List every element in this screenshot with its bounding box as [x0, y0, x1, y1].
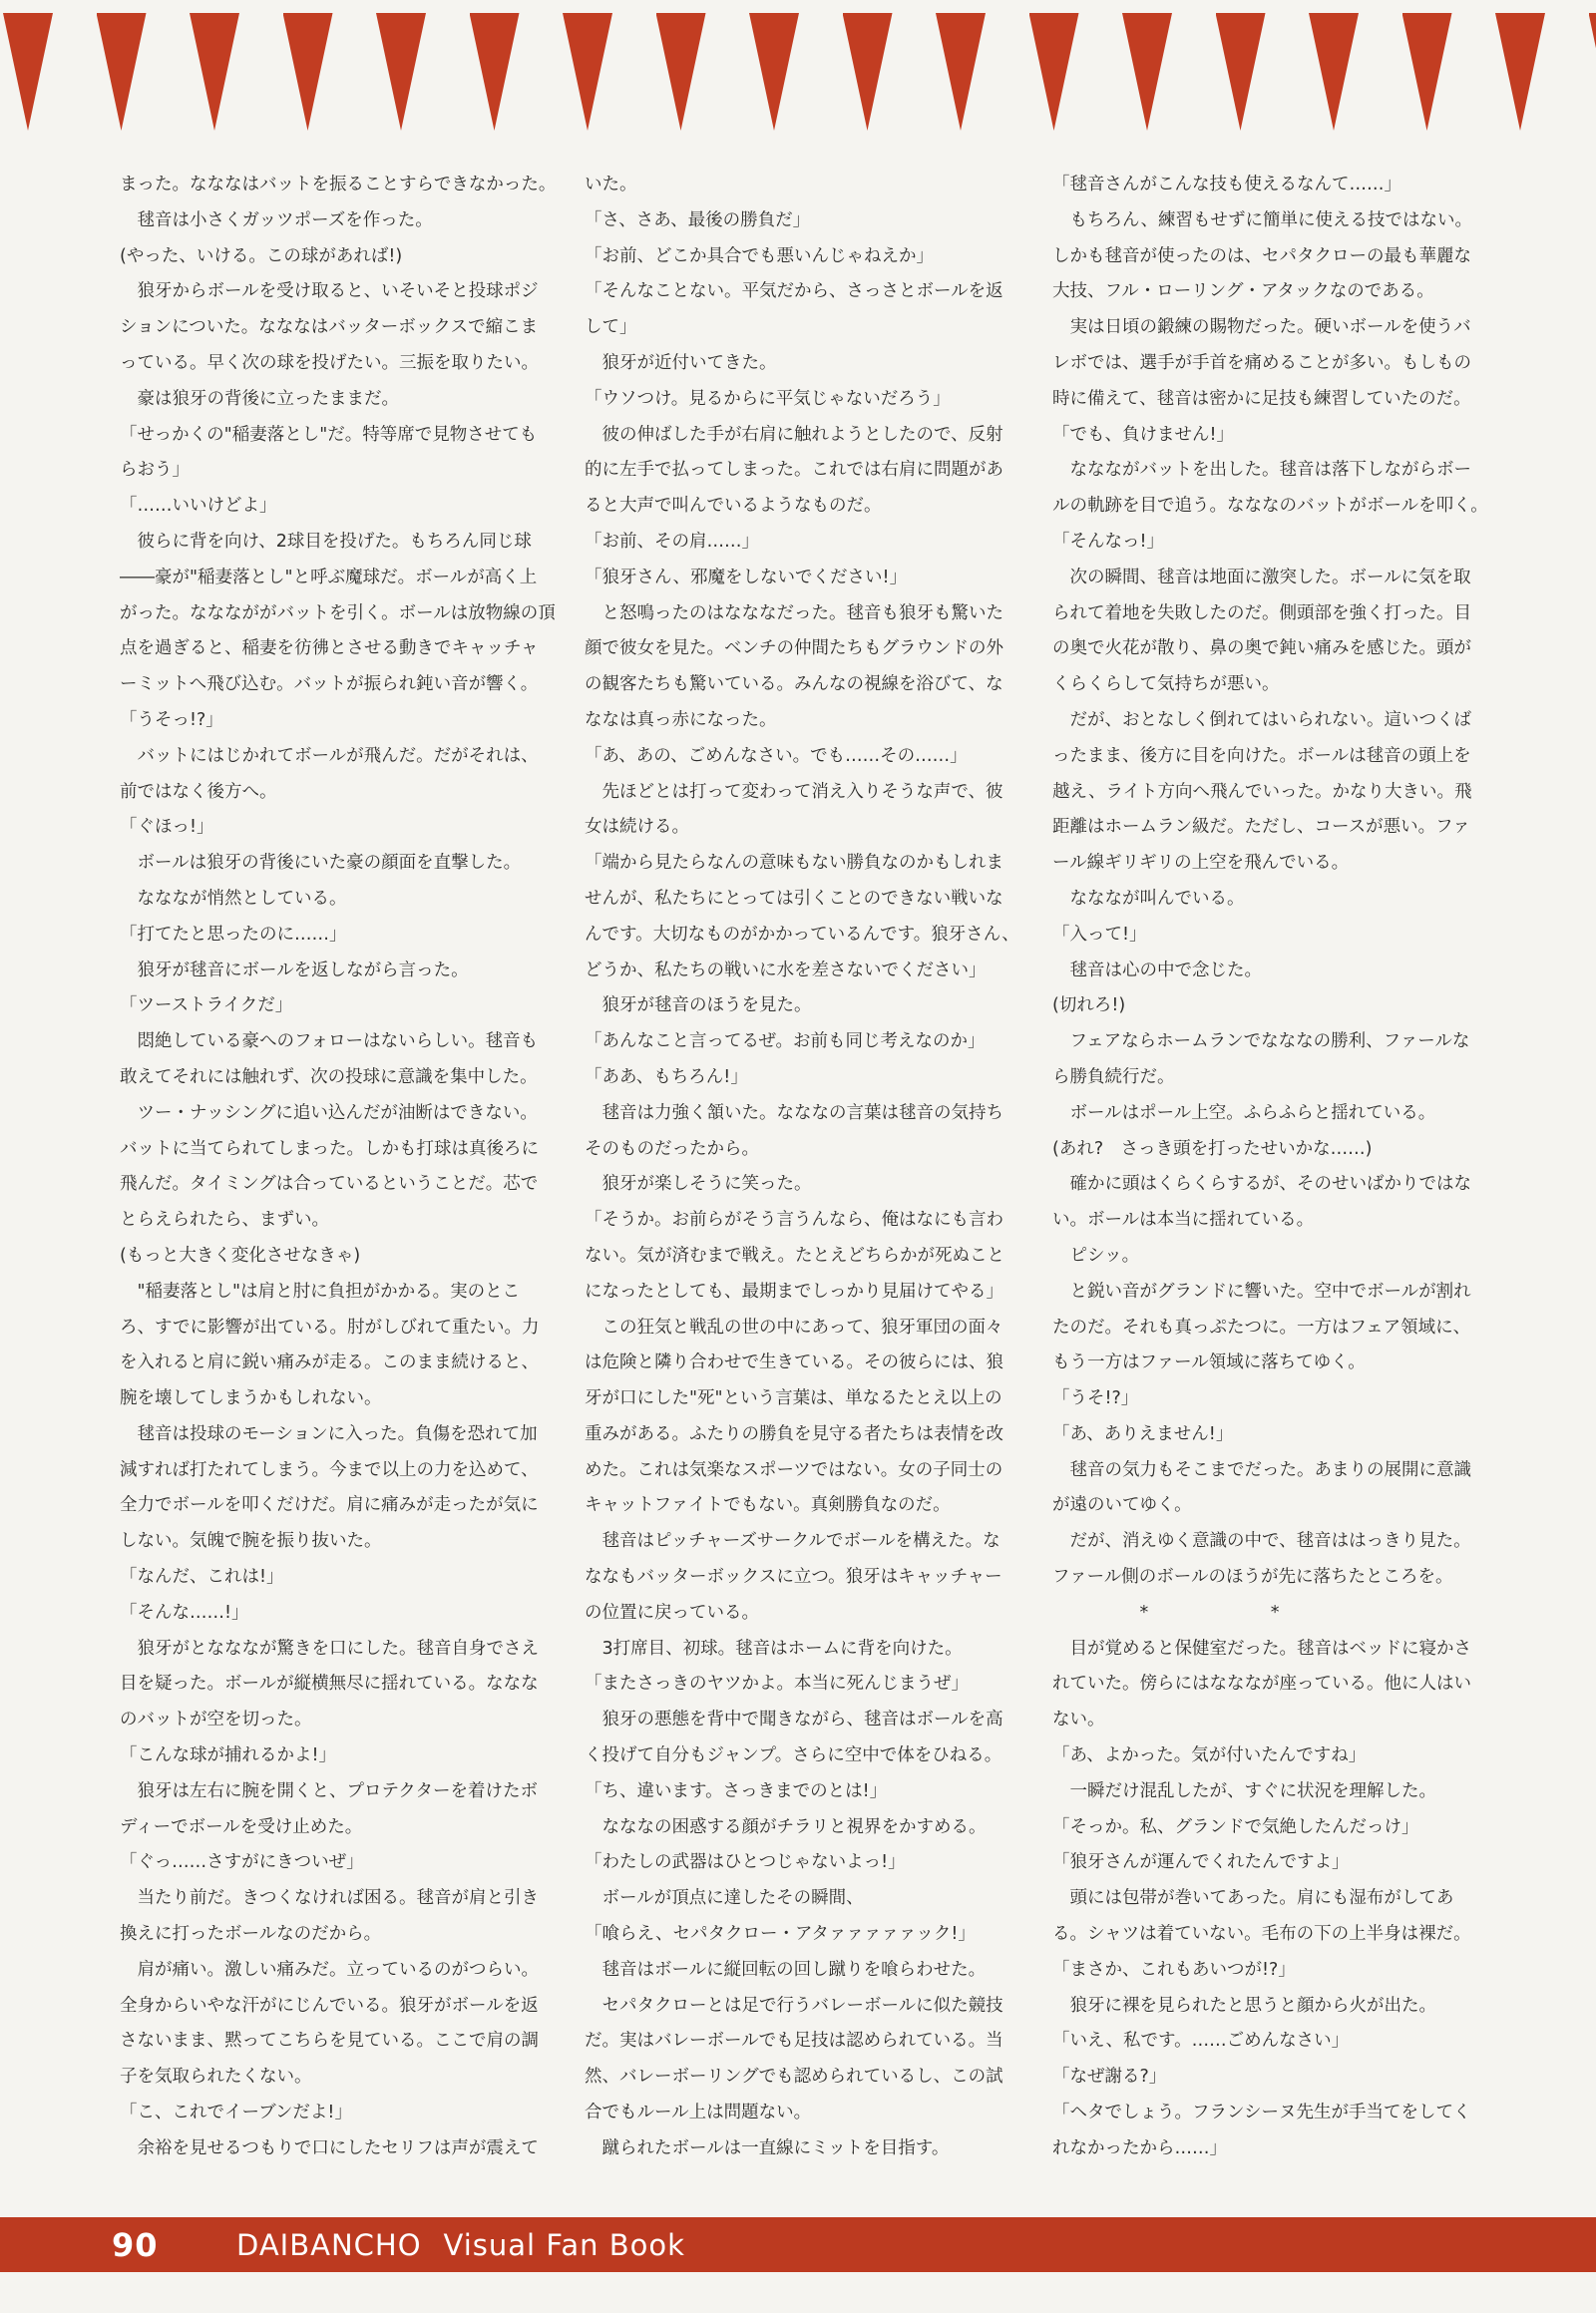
pennant-icon [1216, 13, 1266, 131]
text-line: バットにはじかれてボールが飛んだ。だがそれは、 [120, 745, 539, 766]
text-line: この狂気と戦乱の世の中にあって、狼牙軍団の面々 [585, 1317, 1003, 1338]
text-line: 「毬音さんがこんな技も使えるなんて……」 [1052, 175, 1401, 194]
text-line: 点を過ぎると、稲妻を彷彿とさせる動きでキャッチャ [120, 638, 539, 659]
text-line: 毬音はピッチャーズサークルでボールを構えた。な [585, 1531, 1000, 1552]
text-line: 次の瞬間、毬音は地面に激突した。ボールに気を取 [1052, 567, 1471, 587]
pennant-icon [376, 13, 426, 131]
text-line: 全力でボールを叩くだけだ。肩に痛みが走ったが気に [120, 1495, 539, 1516]
text-line: 換えに打ったボールなのだから。 [120, 1924, 382, 1945]
text-line: る。シャツは着ていない。毛布の下の上半身は裸だ。 [1052, 1924, 1471, 1945]
text-line: 「わたしの武器はひとつじゃないよっ!」 [585, 1852, 906, 1873]
text-line: は危険と隣り合わせで生きている。その彼らには、狼 [585, 1352, 1003, 1373]
text-line: たのだ。それも真っぷたつに。一方はフェア領域に、 [1052, 1317, 1471, 1338]
text-line: 顔で彼女を見た。ベンチの仲間たちもグラウンドの外 [585, 638, 1003, 659]
text-line: セパタクローとは足で行うバレーボールに似た競技 [585, 1995, 1003, 2016]
pennant-icon [470, 13, 520, 131]
text-line: 「ち、違います。さっきまでのとは!」 [585, 1780, 888, 1801]
text-line: (もっと大きく変化させなきゃ) [120, 1245, 361, 1266]
text-line: 子を気取られたくない。 [120, 2067, 312, 2088]
text-line: 肩が痛い。激しい痛みだ。立っているのがつらい。 [120, 1959, 539, 1980]
text-line: 「お前、どこか具合でも悪いんじゃねえか」 [585, 245, 934, 266]
text-line: 先ほどとは打って変わって消え入りそうな声で、彼 [585, 781, 1003, 802]
text-line: なななが叫んでいる。 [1052, 888, 1245, 909]
text-line: 「せっかくの"稲妻落とし"だ。特等席で見物させても [120, 424, 538, 445]
page-number: 90 [112, 2225, 159, 2264]
text-line: ったまま、後方に目を向けた。ボールは毬音の頭上を [1052, 745, 1471, 766]
text-line: になったとしても、最期までしっかり見届けてやる」 [585, 1281, 1003, 1302]
text-line: 「入って!」 [1052, 924, 1147, 945]
text-line: 「ぐっ……さすがにきついぜ」 [120, 1852, 364, 1873]
text-line: 「喰らえ、セパタクロー・アタァァァァァック!」 [585, 1924, 976, 1945]
text-column-1 [120, 168, 565, 2182]
text-line: 狼牙がとなななが驚きを口にした。毬音自身でさえ [120, 1638, 539, 1659]
text-line: めた。これは気楽なスポーツではない。女の子同士の [585, 1459, 1003, 1480]
pennant-icon [843, 13, 893, 131]
text-line: 毬音はボールに縦回転の回し蹴りを喰らわせた。 [585, 1959, 987, 1980]
text-line: まった。なななはバットを振ることすらできなかった。 [120, 175, 557, 194]
text-line: もう一方はファール領域に落ちてゆく。 [1052, 1352, 1366, 1373]
text-line: 然、バレーボーリングでも認められているし、この試 [585, 2067, 1003, 2088]
pennant-icon [1402, 13, 1452, 131]
text-line: バットに当てられてしまった。しかも打球は真後ろに [120, 1138, 539, 1159]
text-line: 「ああ、もちろん!」 [585, 1066, 748, 1087]
text-line: (あれ? さっき頭を打ったせいかな……) [1052, 1138, 1373, 1159]
text-line: 敢えてそれには触れず、次の投球に意識を集中した。 [120, 1066, 538, 1087]
text-line: 彼らに背を向け、2球目を投げた。もちろん同じ球 [120, 531, 532, 552]
text-line: 牙が口にした"死"という言葉は、単なるたとえ以上の [585, 1388, 1002, 1409]
text-line: 「あ、よかった。気が付いたんですね」 [1052, 1745, 1367, 1766]
text-line: がった。なななががバットを引く。ボールは放物線の頂 [120, 602, 556, 623]
text-line: 的に左手で払ってしまった。これでは右肩に問題があ [585, 460, 1003, 481]
text-line: もちろん、練習もせずに簡単に使える技ではない。 [1052, 209, 1473, 230]
text-line: だが、消えゆく意識の中で、毬音ははっきり見た。 [1052, 1531, 1471, 1552]
text-line: のバットが空を切った。 [120, 1710, 312, 1731]
text-line: 一瞬だけ混乱したが、すぐに状況を理解した。 [1052, 1780, 1436, 1801]
text-line: 「ウソつけ。見るからに平気じゃないだろう」 [585, 388, 951, 409]
text-line: 女は続ける。 [585, 817, 689, 838]
text-line: しない。気魄で腕を振り抜いた。 [120, 1531, 382, 1552]
text-line: 時に備えて、毬音は密かに足技も練習していたのだ。 [1052, 388, 1471, 409]
text-line: れていた。傍らにはなななが座っている。他に人はい [1052, 1674, 1471, 1695]
text-line: 距離はホームラン級だ。ただし、コースが悪い。ファ [1052, 817, 1470, 838]
text-line: 悶絶している豪へのフォローはないらしい。毬音も [120, 1031, 539, 1052]
text-line: 「うそ!?」 [1052, 1388, 1139, 1409]
text-line: しかも毬音が使ったのは、セパタクローの最も華麗な [1052, 245, 1471, 266]
pennant-icon [936, 13, 986, 131]
text-line: 毬音は力強く頷いた。なななの言葉は毬音の気持ち [585, 1102, 1003, 1123]
text-line: ーミットへ飛び込む。バットが振られ鈍い音が響く。 [120, 674, 539, 695]
text-line: 「なんだ、これは!」 [120, 1567, 284, 1588]
text-line: 狼牙の悪態を背中で聞きながら、毬音はボールを高 [585, 1710, 1003, 1731]
text-line: なななが悄然としている。 [120, 888, 347, 909]
text-line: ら勝負続行だ。 [1052, 1066, 1175, 1087]
text-line: 狼牙が楽しそうに笑った。 [585, 1174, 812, 1195]
pennant-icon [1122, 13, 1172, 131]
text-line: なななの困惑する顔がチラリと視界をかすめる。 [585, 1816, 987, 1837]
text-line: 毬音は心の中で念じた。 [1052, 960, 1262, 980]
text-line: を入れると肩に鋭い痛みが走る。このまま続けると、 [120, 1352, 539, 1373]
text-line: の位置に戻っている。 [585, 1602, 759, 1623]
text-line: 「こ、これでイーブンだよ!」 [120, 2103, 352, 2123]
text-line: 腕を壊してしまうかもしれない。 [120, 1388, 382, 1409]
text-line: どうか、私たちの戦いに水を差さないでください」 [585, 960, 987, 980]
text-line: 「いえ、私です。……ごめんなさい」 [1052, 2031, 1350, 2052]
text-line: せんが、私たちにとっては引くことのできない戦いな [585, 888, 1003, 909]
text-line: 毬音の気力もそこまでだった。あまりの展開に意識 [1052, 1459, 1471, 1480]
book-title: DAIBANCHO [236, 2227, 422, 2262]
text-line: 飛んだ。タイミングは合っているということだ。芯で [120, 1174, 539, 1195]
text-line: 大技、フル・ローリング・アタックなのである。 [1052, 281, 1434, 302]
text-line: 「まさか、これもあいつが!?」 [1052, 1959, 1296, 1980]
text-line: ディーでボールを受け止めた。 [120, 1816, 363, 1837]
text-line: "稲妻落とし"は肩と肘に負担がかかる。実のとこ [120, 1281, 521, 1302]
text-line: 「こんな球が捕れるかよ!」 [120, 1745, 337, 1766]
text-line: らおう」 [120, 460, 190, 481]
text-line: そのものだったから。 [585, 1138, 759, 1159]
pennant-icon [97, 13, 147, 131]
text-line: だ。実はバレーボールでも足技は認められている。当 [585, 2031, 1003, 2052]
pennant-icon [3, 13, 53, 131]
text-line: と怒鳴ったのはなななだった。毬音も狼牙も驚いた [585, 602, 1003, 623]
text-line: が遠のいてゆく。 [1052, 1495, 1192, 1516]
text-line: 狼牙が毬音にボールを返しながら言った。 [120, 960, 469, 980]
text-line: 「狼牙さん、邪魔をしないでください!」 [585, 567, 908, 587]
text-line: 「端から見たらなんの意味もない勝負なのかもしれま [585, 853, 1003, 874]
text-line: 「……いいけどよ」 [120, 496, 277, 517]
text-line: 合でもルール上は問題ない。 [585, 2103, 812, 2123]
text-line: 「狼牙さんが運んでくれたんですよ」 [1052, 1852, 1350, 1873]
text-line: の観客たちも驚いている。みんなの視線を浴びて、な [585, 674, 1003, 695]
text-line: ななもバッターボックスに立つ。狼牙はキャッチャー [585, 1567, 1002, 1588]
text-line: ない。 [1052, 1710, 1105, 1731]
pennant-row [0, 13, 1596, 133]
text-line: 越え、ライト方向へ飛んでいった。かなり大きい。飛 [1052, 781, 1472, 802]
text-line: ボールは狼牙の背後にいた豪の顔面を直撃した。 [120, 853, 522, 874]
text-line: 「でも、負けません!」 [1052, 424, 1235, 445]
text-line: 「ツーストライクだ」 [120, 995, 293, 1016]
text-line: 余裕を見せるつもりで口にしたセリフは声が震えて [120, 2137, 539, 2158]
text-line: 「打てたと思ったのに……」 [120, 924, 347, 945]
text-line: 全身からいやな汗がにじんでいる。狼牙がボールを返 [120, 1995, 539, 2016]
text-line: く投げて自分もジャンプ。さらに空中で体をひねる。 [585, 1745, 1002, 1766]
pennant-icon [563, 13, 612, 131]
pennant-icon [190, 13, 239, 131]
text-line: ションについた。なななはバッターボックスで縮こま [120, 317, 539, 338]
text-line: ール線ギリギリの上空を飛んでいる。 [1052, 853, 1350, 874]
footer-bar [0, 2217, 1596, 2272]
text-line: 「ヘタでしょう。フランシーヌ先生が手当てをしてく [1052, 2103, 1471, 2123]
text-line: 豪は狼牙の背後に立ったままだ。 [120, 388, 399, 409]
pennant-icon [1495, 13, 1545, 131]
pennant-icon [1029, 13, 1079, 131]
text-line: ――豪が"稲妻落とし"と呼ぶ魔球だ。ボールが高く上 [120, 567, 538, 587]
text-line: 前ではなく後方へ。 [120, 781, 277, 802]
pennant-icon [1309, 13, 1359, 131]
text-line: 「なぜ謝る?」 [1052, 2067, 1167, 2088]
text-line: 「うそっ!?」 [120, 709, 223, 730]
text-line: 蹴られたボールは一直線にミットを目指す。 [585, 2137, 950, 2158]
text-line: 「そんなっ!」 [1052, 531, 1165, 552]
text-line: 頭には包帯が巻いてあった。肩にも湿布がしてあ [1052, 1888, 1454, 1909]
text-line: ファール側のボールのほうが先に落ちたところを。 [1052, 1567, 1453, 1588]
text-line: っている。早く次の球を投げたい。三振を取りたい。 [120, 352, 539, 373]
text-line: られて着地を失敗したのだ。側頭部を強く打った。目 [1052, 602, 1471, 623]
text-line: 毬音は投球のモーションに入った。負傷を恐れて加 [120, 1423, 538, 1444]
text-line: して」 [585, 317, 637, 338]
text-line: 「ぐほっ!」 [120, 817, 214, 838]
text-line: れなかったから……」 [1052, 2137, 1227, 2158]
text-line: さないまま、黙ってこちらを見ている。ここで肩の調 [120, 2031, 539, 2052]
text-line: 狼牙が毬音のほうを見た。 [585, 995, 812, 1016]
text-line: 「お前、その肩……」 [585, 531, 759, 552]
text-line: とらえられたら、まずい。 [120, 1210, 329, 1231]
text-line: んです。大切なものがかかっているんです。狼牙さん、 [585, 924, 1019, 945]
text-line: 毬音は小さくガッツポーズを作った。 [120, 209, 433, 230]
pennant-icon [749, 13, 799, 131]
text-line: 狼牙が近付いてきた。 [585, 352, 777, 373]
text-line: 「あ、あの、ごめんなさい。でも……その……」 [585, 745, 968, 766]
text-line: 実は日頃の鍛練の賜物だった。硬いボールを使うバ [1052, 317, 1471, 338]
text-line: ボールが頂点に達したその瞬間、 [585, 1888, 864, 1909]
text-line: の奥で火花が散り、鼻の奥で鈍い痛みを感じた。頭が [1052, 638, 1471, 659]
text-line: 狼牙からボールを受け取ると、いそいそと投球ポジ [120, 281, 539, 302]
text-line: 目を疑った。ボールが縦横無尽に揺れている。ななな [120, 1674, 539, 1695]
text-line: ルの軌跡を目で追う。なななのバットがボールを叩く。 [1052, 496, 1488, 517]
text-line: キャットファイトでもない。真剣勝負なのだ。 [585, 1495, 951, 1516]
text-line: ない。気が済むまで戦え。たとえどちらかが死ぬこと [585, 1245, 1005, 1266]
text-line: と鋭い音がグランドに響いた。空中でボールが割れ [1052, 1281, 1471, 1302]
text-line: * * [1052, 1602, 1280, 1623]
footer-title [236, 2217, 685, 2272]
text-line: ピシッ。 [1052, 1245, 1140, 1266]
text-line: 確かに頭はくらくらするが、そのせいばかりではな [1052, 1174, 1471, 1195]
text-line: 「あ、ありえません!」 [1052, 1423, 1234, 1444]
text-line: 目が覚めると保健室だった。毬音はベッドに寝かさ [1052, 1638, 1471, 1659]
text-line: ろ、すでに影響が出ている。肘がしびれて重たい。力 [120, 1317, 540, 1338]
text-line: いた。 [585, 175, 637, 194]
text-line: ると大声で叫んでいるようなものだ。 [585, 496, 882, 517]
text-line: (切れろ!) [1052, 995, 1126, 1016]
text-column-3 [1052, 168, 1497, 2182]
text-line: ななは真っ赤になった。 [585, 709, 777, 730]
text-column-2 [585, 168, 1029, 2182]
pennant-icon [1589, 13, 1596, 131]
text-line: 重みがある。ふたりの勝負を見守る者たちは表情を改 [585, 1423, 1003, 1444]
text-line: ななながバットを出した。毬音は落下しながらボー [1052, 460, 1471, 481]
text-line: 狼牙に裸を見られたと思うと顔から火が出た。 [1052, 1995, 1436, 2016]
text-line: 「またさっきのヤツかよ。本当に死んじまうぜ」 [585, 1674, 969, 1695]
text-line: フェアならホームランでなななの勝利、ファールな [1052, 1031, 1470, 1052]
text-line: くらくらして気持ちが悪い。 [1052, 674, 1280, 695]
pennant-icon [656, 13, 706, 131]
text-line: い。ボールは本当に揺れている。 [1052, 1210, 1315, 1231]
text-line: レボでは、選手が手首を痛めることが多い。もしもの [1052, 352, 1471, 373]
text-line: 「そんな……!」 [120, 1602, 249, 1623]
text-line: 減すれば打たれてしまう。今まで以上の力を込めて、 [120, 1459, 539, 1480]
pennant-icon [283, 13, 333, 131]
text-line: 当たり前だ。きつくなければ困る。毬音が肩と引き [120, 1888, 539, 1909]
text-line: ツー・ナッシングに追い込んだが油断はできない。 [120, 1102, 538, 1123]
text-line: 「そっか。私、グランドで気絶したんだっけ」 [1052, 1816, 1419, 1837]
text-line: 「そうか。お前らがそう言うんなら、俺はなにも言わ [585, 1210, 1003, 1231]
text-line: 彼の伸ばした手が右肩に触れようとしたので、反射 [585, 424, 1003, 445]
text-line: 狼牙は左右に腕を開くと、プロテクターを着けたボ [120, 1780, 538, 1801]
text-line: 「そんなことない。平気だから、さっさとボールを返 [585, 281, 1003, 302]
text-line: 「さ、さあ、最後の勝負だ」 [585, 209, 811, 230]
text-line: 「あんなこと言ってるぜ。お前も同じ考えなのか」 [585, 1031, 986, 1052]
text-line: だが、おとなしく倒れてはいられない。這いつくば [1052, 709, 1471, 730]
text-line: 3打席目、初球。毬音はホームに背を向けた。 [585, 1638, 963, 1659]
text-line: (やった、いける。この球があれば!) [120, 245, 403, 266]
book-subtitle: Visual Fan Book [443, 2227, 685, 2262]
text-line: ボールはポール上空。ふらふらと揺れている。 [1052, 1102, 1436, 1123]
